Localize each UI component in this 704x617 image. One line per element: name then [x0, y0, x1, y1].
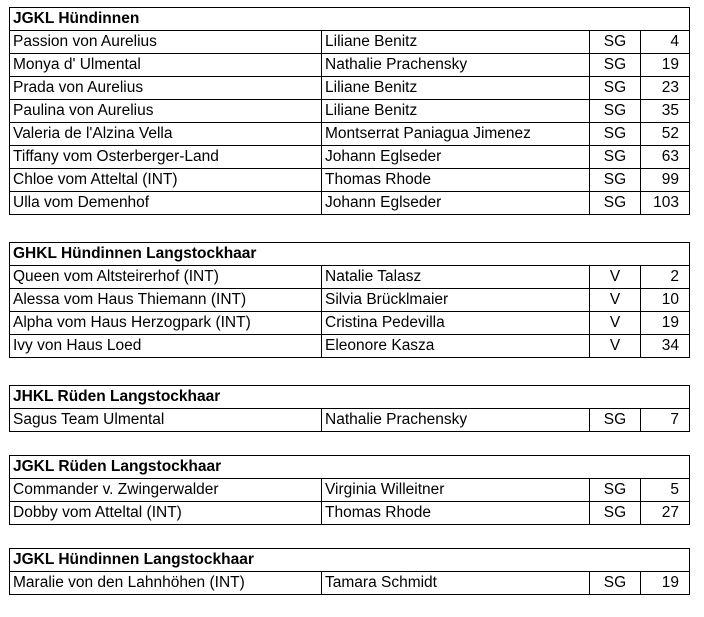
place-cell: 52	[641, 123, 690, 146]
section-header-row	[10, 243, 690, 266]
section-jgkl-h-ndinnen	[9, 7, 689, 215]
dog-name-cell: Prada von Aurelius	[10, 77, 322, 100]
owner-name-cell: Nathalie Prachensky	[322, 409, 590, 432]
dog-name-cell: Alpha vom Haus Herzogpark (INT)	[10, 312, 322, 335]
section-title: JHKL Rüden Langstockhaar	[10, 386, 690, 409]
table-row	[10, 572, 690, 595]
table-row	[10, 479, 690, 502]
results-table	[9, 385, 690, 432]
grade-cell: V	[590, 335, 641, 358]
section-title: JGKL Hündinnen	[10, 8, 690, 31]
section-title: JGKL Rüden Langstockhaar	[10, 456, 690, 479]
grade-cell: SG	[590, 169, 641, 192]
grade-cell: SG	[590, 77, 641, 100]
owner-name-cell: Thomas Rhode	[322, 169, 590, 192]
table-row	[10, 77, 690, 100]
place-cell: 27	[641, 502, 690, 525]
owner-name-cell: Liliane Benitz	[322, 31, 590, 54]
owner-name-cell: Tamara Schmidt	[322, 572, 590, 595]
section-title: JGKL Hündinnen Langstockhaar	[10, 549, 690, 572]
place-cell: 7	[641, 409, 690, 432]
place-cell: 35	[641, 100, 690, 123]
table-row	[10, 146, 690, 169]
place-cell: 19	[641, 572, 690, 595]
table-row	[10, 100, 690, 123]
table-row	[10, 335, 690, 358]
grade-cell: V	[590, 312, 641, 335]
dog-name-cell: Passion von Aurelius	[10, 31, 322, 54]
place-cell: 10	[641, 289, 690, 312]
section-jgkl-r-den-langstockhaar	[9, 455, 689, 525]
dog-name-cell: Ivy von Haus Loed	[10, 335, 322, 358]
grade-cell: SG	[590, 572, 641, 595]
grade-cell: SG	[590, 123, 641, 146]
dog-name-cell: Dobby vom Atteltal (INT)	[10, 502, 322, 525]
grade-cell: SG	[590, 192, 641, 215]
owner-name-cell: Liliane Benitz	[322, 77, 590, 100]
owner-name-cell: Cristina Pedevilla	[322, 312, 590, 335]
table-row	[10, 409, 690, 432]
owner-name-cell: Eleonore Kasza	[322, 335, 590, 358]
table-row	[10, 289, 690, 312]
grade-cell: V	[590, 266, 641, 289]
grade-cell: SG	[590, 100, 641, 123]
section-title: GHKL Hündinnen Langstockhaar	[10, 243, 690, 266]
dog-name-cell: Commander v. Zwingerwalder	[10, 479, 322, 502]
place-cell: 2	[641, 266, 690, 289]
dog-name-cell: Queen vom Altsteirerhof (INT)	[10, 266, 322, 289]
table-row	[10, 169, 690, 192]
owner-name-cell: Johann Eglseder	[322, 192, 590, 215]
table-row	[10, 266, 690, 289]
table-row	[10, 31, 690, 54]
results-table	[9, 242, 690, 358]
place-cell: 19	[641, 54, 690, 77]
grade-cell: SG	[590, 502, 641, 525]
place-cell: 103	[641, 192, 690, 215]
section-header-row	[10, 386, 690, 409]
owner-name-cell: Johann Eglseder	[322, 146, 590, 169]
section-header-row	[10, 8, 690, 31]
table-row	[10, 123, 690, 146]
dog-name-cell: Alessa vom Haus Thiemann (INT)	[10, 289, 322, 312]
dog-name-cell: Tiffany vom Osterberger-Land	[10, 146, 322, 169]
section-jhkl-r-den-langstockhaar	[9, 385, 689, 432]
place-cell: 34	[641, 335, 690, 358]
owner-name-cell: Natalie Talasz	[322, 266, 590, 289]
place-cell: 63	[641, 146, 690, 169]
table-row	[10, 54, 690, 77]
results-table	[9, 455, 690, 525]
dog-name-cell: Monya d' Ulmental	[10, 54, 322, 77]
grade-cell: SG	[590, 479, 641, 502]
owner-name-cell: Thomas Rhode	[322, 502, 590, 525]
dog-name-cell: Paulina von Aurelius	[10, 100, 322, 123]
table-row	[10, 502, 690, 525]
grade-cell: SG	[590, 146, 641, 169]
owner-name-cell: Liliane Benitz	[322, 100, 590, 123]
grade-cell: SG	[590, 409, 641, 432]
dog-name-cell: Ulla vom Demenhof	[10, 192, 322, 215]
place-cell: 4	[641, 31, 690, 54]
owner-name-cell: Montserrat Paniagua Jimenez	[322, 123, 590, 146]
results-table	[9, 548, 690, 595]
place-cell: 5	[641, 479, 690, 502]
grade-cell: V	[590, 289, 641, 312]
owner-name-cell: Silvia Brücklmaier	[322, 289, 590, 312]
grade-cell: SG	[590, 54, 641, 77]
place-cell: 99	[641, 169, 690, 192]
place-cell: 23	[641, 77, 690, 100]
owner-name-cell: Nathalie Prachensky	[322, 54, 590, 77]
results-table	[9, 7, 690, 215]
section-ghkl-h-ndinnen-langstockhaar	[9, 242, 689, 358]
dog-name-cell: Sagus Team Ulmental	[10, 409, 322, 432]
table-row	[10, 192, 690, 215]
section-jgkl-h-ndinnen-langstockhaar	[9, 548, 689, 595]
owner-name-cell: Virginia Willeitner	[322, 479, 590, 502]
dog-name-cell: Maralie von den Lahnhöhen (INT)	[10, 572, 322, 595]
table-row	[10, 312, 690, 335]
dog-name-cell: Chloe vom Atteltal (INT)	[10, 169, 322, 192]
place-cell: 19	[641, 312, 690, 335]
dog-name-cell: Valeria de l'Alzina Vella	[10, 123, 322, 146]
section-header-row	[10, 549, 690, 572]
section-header-row	[10, 456, 690, 479]
grade-cell: SG	[590, 31, 641, 54]
